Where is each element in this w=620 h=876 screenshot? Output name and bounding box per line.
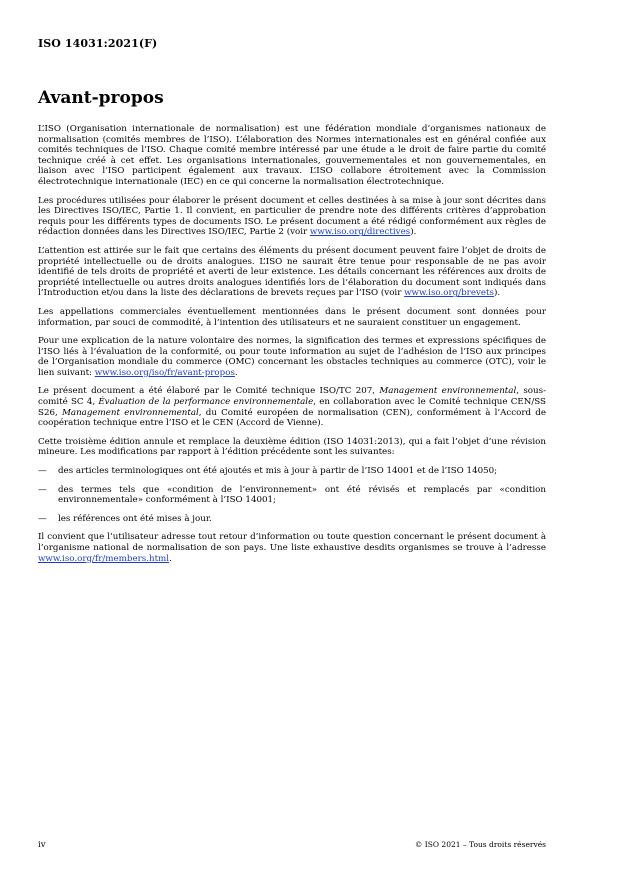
paragraph-patents-end: ). — [493, 288, 501, 299]
paragraph-iso-intro: L’ISO (Organisation internationale de normalisation) est une fédération mondiale d’organismes nationaux de normalisation (comités membres de l’ISO). L’élaboration des Normes internationales est en général confiée aux comités techniques de l’ISO. Chaque comité membre intéressé par une étude a le droit de faire partie du comité technique créé à cet effet. Les organisations internationales, gouvernementales et non gouvernementales, en liaison avec l’ISO participent également aux travaux. L’ISO collabore étroitement avec la Commission électrotechnique internationale (IEC) en ce qui concerne la normalisation électrotechnique. — [38, 124, 546, 187]
foreword-link[interactable]: www.iso.org/iso/fr/avant-propos — [94, 367, 235, 378]
list-item-text: les références ont été mises à jour. — [58, 513, 212, 524]
list-item — [38, 485, 546, 506]
cen-committee-title: Management environnemental — [62, 407, 199, 418]
paragraph-procedures-text: Les procédures utilisées pour élaborer le présent document et celles destinées à sa mise à jour sont décrites dans les Directives ISO/IEC, Partie 1. Il convient, en particulier de prendre note des différents critères d’approbation requis pour les différents types de documents ISO. Le présent document a été rédigé conformément aux règles de rédaction données dans les Directives ISO/IEC, Partie 2 (voir — [38, 195, 546, 238]
dash-bullet: — — [38, 484, 47, 495]
paragraph-feedback — [38, 532, 546, 564]
subcommittee-title: Évaluation de la performance environnementale — [98, 397, 314, 408]
list-item — [38, 514, 546, 525]
committee-text-a: Le présent document a été élaboré par le Comité technique ISO/TC 207, — [38, 386, 380, 397]
directives-link[interactable]: www.iso.org/directives — [309, 227, 411, 238]
paragraph-committee — [38, 386, 546, 428]
committee-text-d: , du Comité européen de normalisation (CEN), conformément à l’Accord de coopération technique entre l’ISO et le CEN (Accord de Vienne). — [38, 407, 547, 429]
paragraph-trade-names: Les appellations commerciales éventuellement mentionnées dans le présent document sont données pour information, par souci de commodité, à l’intention des utilisateurs et ne sauraient constituer un engagement. — [38, 306, 546, 328]
paragraph-edition: Cette troisième édition annule et remplace la deuxième édition (ISO 14031:2013), qui a fait l’objet d’une révision mineure. Les modifications par rapport à l’édition précédente sont les suivantes: — [38, 436, 546, 458]
paragraph-feedback-end: . — [169, 553, 172, 564]
list-item-text: des termes tels que «condition de l’environnement» ont été révisés et remplacés par «condition environnementale» conformément à l’ISO 14001; — [58, 484, 546, 506]
paragraph-patents — [38, 246, 546, 299]
paragraph-procedures — [38, 196, 546, 238]
copyright-notice: © ISO 2021 – Tous droits réservés — [414, 840, 546, 849]
list-item-text: des articles terminologiques ont été ajoutés et mis à jour à partir de l’ISO 14001 et de l’ISO 14050; — [58, 466, 498, 477]
paragraph-voluntary-nature — [38, 336, 546, 378]
foreword-body — [38, 124, 546, 572]
paragraph-feedback-text: Il convient que l’utilisateur adresse tout retour d’information ou toute question concernant le présent document à l’organisme national de normalisation de son pays. Une liste exhaustive desdits organismes se trouve à l’adresse — [38, 532, 546, 553]
page-number: iv — [38, 840, 46, 850]
paragraph-voluntary-text: Pour une explication de la nature volontaire des normes, la signification des termes et expressions spécifiques de l’ISO liés à l’évaluation de la conformité, ou pour toute information au sujet de l’adhésion de l’ISO aux principes de l’Organisation mondiale du commerce (OMC) concernant les obstacles techniques au commerce (OTC), voir le lien suivant: — [38, 336, 546, 378]
committee-text-b: , sous-comité SC 4, — [38, 386, 546, 408]
paragraph-voluntary-end: . — [234, 367, 238, 378]
patents-link[interactable]: www.iso.org/brevets — [404, 288, 494, 299]
list-item — [38, 466, 546, 477]
committee-title-1: Management environnemental — [379, 386, 517, 397]
document-id: ISO 14031:2021(F) — [38, 37, 158, 50]
page-title: Avant-propos — [38, 88, 164, 108]
dash-bullet: — — [38, 466, 47, 477]
dash-bullet: — — [38, 513, 47, 524]
paragraph-patents-text: L’attention est attirée sur le fait que certains des éléments du présent document peuvent faire l’objet de droits de propriété intellectuelle ou de droits analogues. L’ISO ne saurait être tenue pour responsable de ne pas avoir identifié de tels droits de propriété et averti de leur existence. Les détails concernant les références aux droits de propriété intellectuelle ou autres droits analogues identifiés lors de l’élaboration du document sont indiqués dans l’Introduction et/ou dans la liste des déclarations de brevets reçues par l’ISO (voir — [38, 245, 546, 299]
committee-text-c: , en collaboration avec le Comité technique CEN/SS S26, — [38, 397, 546, 418]
paragraph-procedures-end: ). — [410, 227, 417, 238]
members-link[interactable]: www.iso.org/fr/members.html — [38, 553, 170, 564]
